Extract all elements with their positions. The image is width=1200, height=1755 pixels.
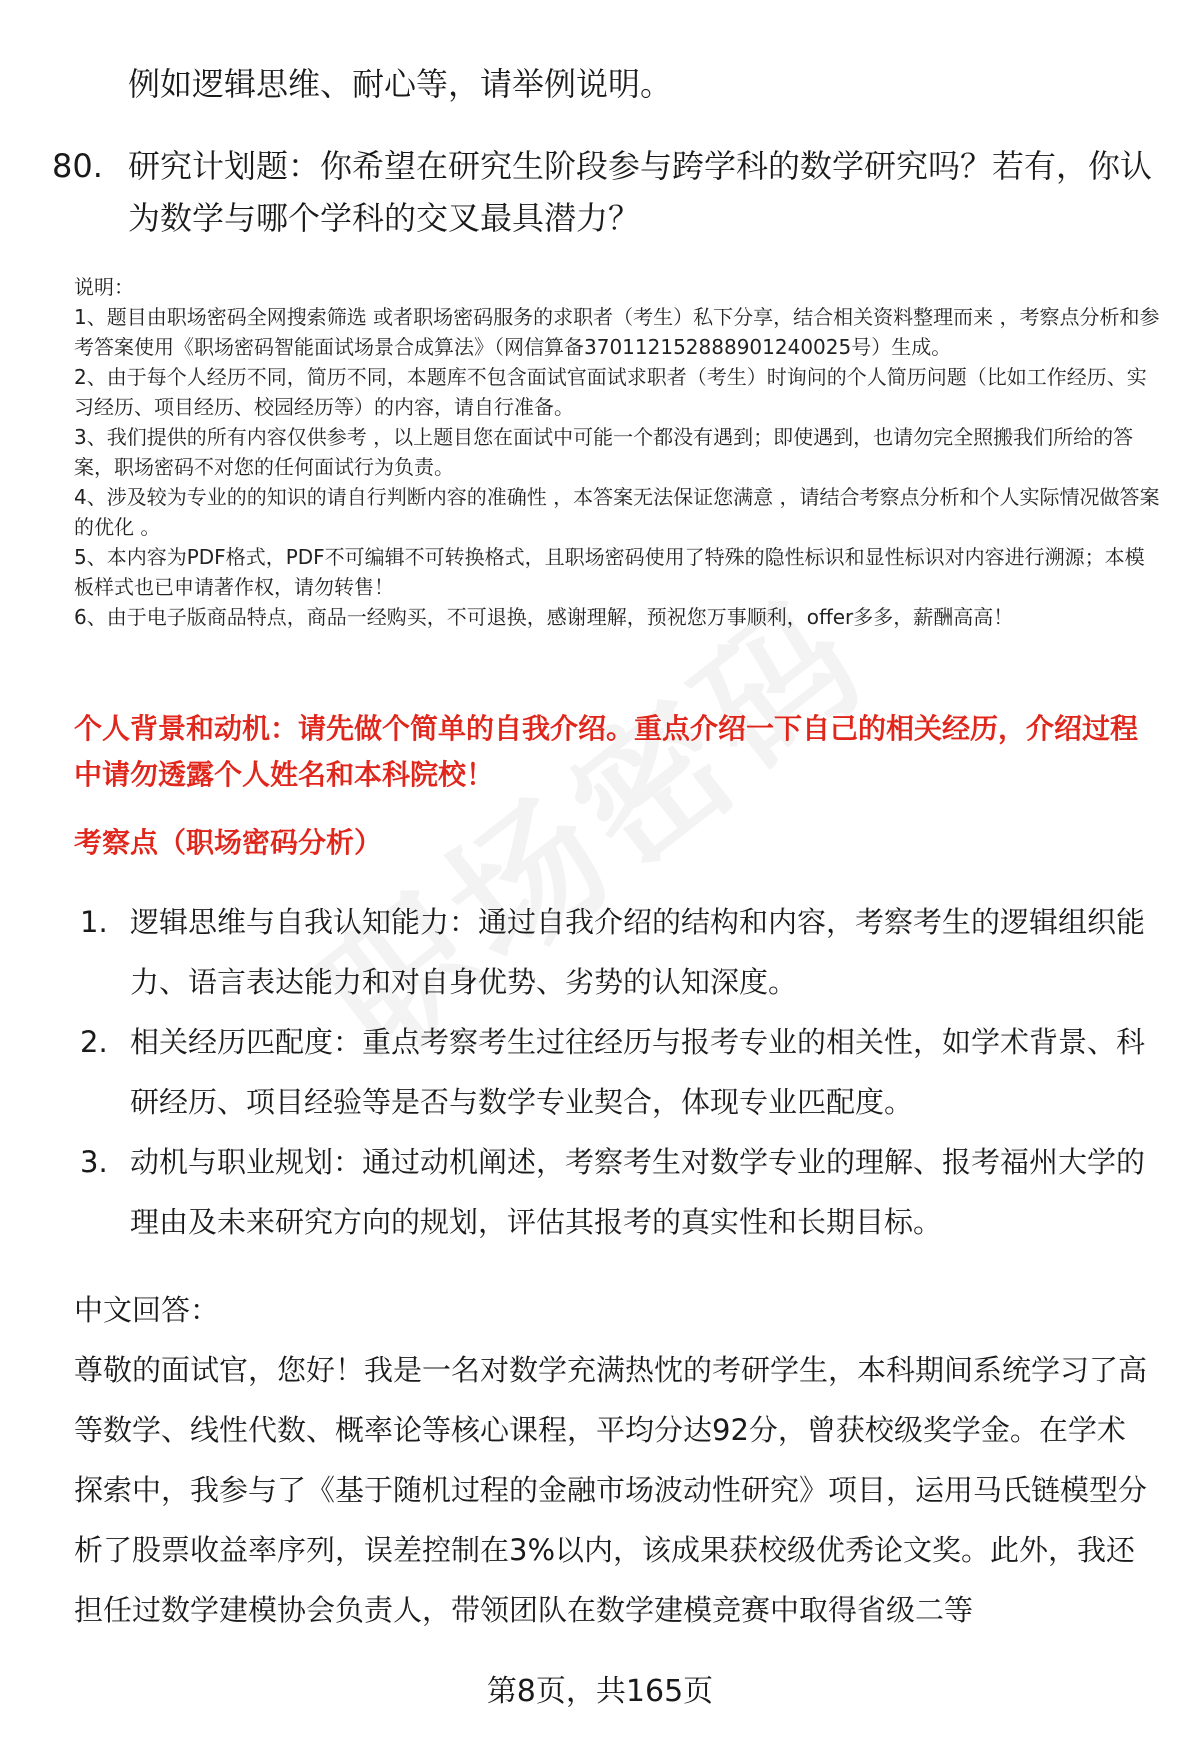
analysis-subheading: 考察点（职场密码分析） (74, 826, 383, 859)
note-item: 3、我们提供的所有内容仅供参考 ，以上题目您在面试中可能一个都没有遇到；即使遇到，也请勿完全照搬我们所给的答案，职场密码不对您的任何面试行为负责。 (74, 425, 1134, 479)
note-item: 5、本内容为PDF格式，PDF不可编辑不可转换格式，且职场密码使用了特殊的隐性标识和显性标识对内容进行溯源；本模板样式也已申请著作权，请勿转售！ (74, 545, 1145, 599)
analysis-point (80, 1012, 1160, 1132)
previous-question-continuation: 例如逻辑思维、耐心等，请举例说明。 (128, 65, 673, 103)
page-footer: 第8页，共165页 (486, 1674, 714, 1709)
note-item: 2、由于每个人经历不同，简历不同，本题库不包含面试官面试求职者（考生）时询问的个人简历问题（比如工作经历、实习经历、项目经历、校园经历等）的内容，请自行准备。 (74, 365, 1147, 419)
section-heading: 个人背景和动机：请先做个简单的自我介绍。重点介绍一下自己的相关经历，介绍过程中请勿透露个人姓名和本科院校！ (74, 712, 1139, 791)
note-item: 1、题目由职场密码全网搜索筛选 或者职场密码服务的求职者（考生）私下分享，结合相关资料整理而来 ，考察点分析和参考答案使用《职场密码智能面试场景合成算法》（网信算备370112152888901240025号）生成。 (74, 305, 1160, 359)
answer-label: 中文回答： (74, 1293, 220, 1327)
point-number: 1. (80, 905, 108, 939)
point-number: 2. (80, 1025, 108, 1059)
notes-block (74, 272, 1164, 632)
note-item: 4、涉及较为专业的的知识的请自行判断内容的准确性 ，本答案无法保证您满意 ，请结合考察点分析和个人实际情况做答案的优化 。 (74, 485, 1160, 539)
analysis-points (80, 892, 1160, 1252)
note-item: 6、由于电子版商品特点，商品一经购买，不可退换，感谢理解，预祝您万事顺利，offer多多，薪酬高高！ (74, 605, 1014, 629)
question-number: 80. (52, 147, 103, 185)
point-number: 3. (80, 1145, 108, 1179)
answer-text: 尊敬的面试官，您好！我是一名对数学充满热忱的考研学生，本科期间系统学习了高等数学、线性代数、概率论等核心课程，平均分达92分，曾获校级奖学金。在学术探索中，我参与了《基于随机过程的金融市场波动性研究》项目，运用马氏链模型分析了股票收益率序列，误差控制在3%以内，该成果获校级优秀论文奖。此外，我还担任过数学建模协会负责人，带领团队在数学建模竞赛中取得省级二等 (74, 1353, 1148, 1627)
point-text: 动机与职业规划：通过动机阐述，考察考生对数学专业的理解、报考福州大学的理由及未来研究方向的规划，评估其报考的真实性和长期目标。 (130, 1145, 1146, 1239)
question-text: 研究计划题：你希望在研究生阶段参与跨学科的数学研究吗？若有，你认为数学与哪个学科的交叉最具潜力？ (128, 147, 1153, 237)
point-text: 相关经历匹配度：重点考察考生过往经历与报考专业的相关性，如学术背景、科研经历、项目经验等是否与数学专业契合，体现专业匹配度。 (130, 1025, 1146, 1119)
question-80 (52, 140, 1152, 244)
analysis-point (80, 892, 1160, 1012)
analysis-point (80, 1132, 1160, 1252)
notes-title: 说明： (74, 275, 134, 299)
point-text: 逻辑思维与自我认知能力：通过自我介绍的结构和内容，考察考生的逻辑组织能力、语言表达能力和对自身优势、劣势的认知深度。 (130, 905, 1146, 999)
